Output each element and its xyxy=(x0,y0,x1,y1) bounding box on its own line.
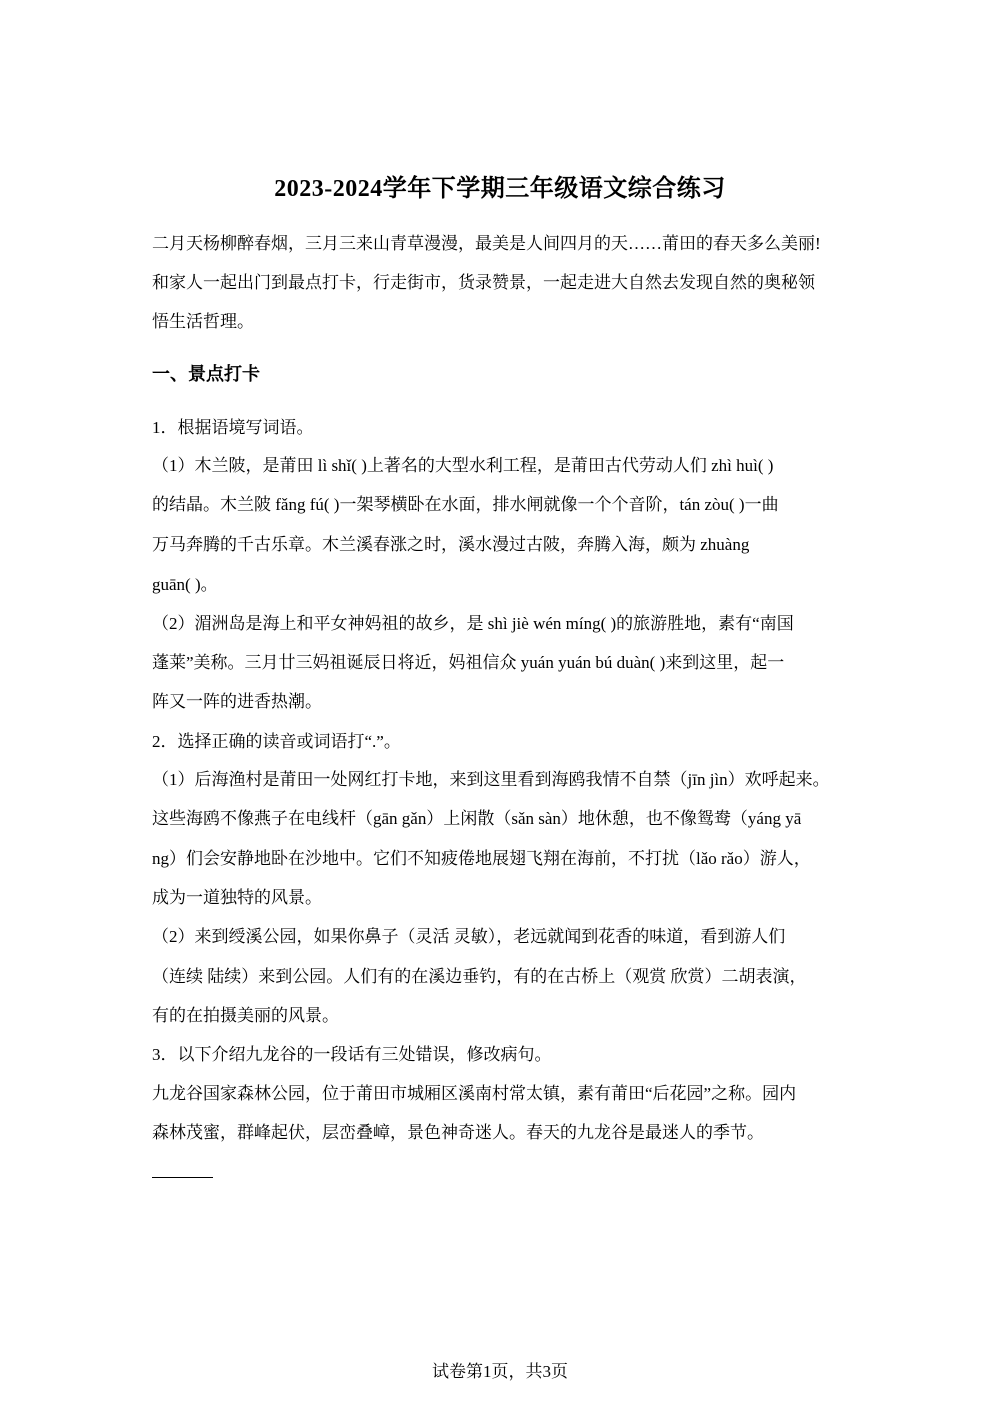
question-3-passage-line: 九龙谷国家森林公园，位于莆田市城厢区溪南村常太镇，素有莆田“后花园”之称。园内 xyxy=(152,1084,797,1103)
question-1-part-2-line: 蓬莱”美称。三月廿三妈祖诞辰日将近，妈祖信众 yuán yuán bú duàn( )来到这里，起一 xyxy=(152,653,785,672)
answer-blank-line[interactable] xyxy=(152,1177,213,1178)
intro-line-3: 悟生活哲理。 xyxy=(152,312,254,331)
question-2-part-1-line: 这些海鸥不像燕子在电线杆（gān gǎn）上闲散（sǎn sàn）地休憩，也不像鸳鸯（yáng yā xyxy=(152,809,802,828)
question-2-part-2-line: （2）来到绶溪公园，如果你鼻子（灵活 灵敏），老远就闻到花香的味道，看到游人们 xyxy=(152,927,786,946)
question-3-passage-line: 森林茂蜜，群峰起伏，层峦叠嶂，景色神奇迷人。春天的九龙谷是最迷人的季节。 xyxy=(152,1123,764,1142)
page-title: 2023-2024学年下学期三年级语文综合练习 xyxy=(274,176,726,202)
question-2-stem: 2．选择正确的读音或词语打“.”。 xyxy=(152,732,401,751)
question-2-part-2-line: （连续 陆续）来到公园。人们有的在溪边垂钓，有的在古桥上（观赏 欣赏）二胡表演， xyxy=(152,967,807,986)
question-1-part-1-line: guān( )。 xyxy=(152,575,218,594)
page-footer: 试卷第1页，共3页 xyxy=(432,1362,568,1381)
question-1-stem: 1．根据语境写词语。 xyxy=(152,418,314,437)
question-1-part-2-line: 阵又一阵的进香热潮。 xyxy=(152,692,322,711)
question-2-part-1-line: （1）后海渔村是莆田一处网红打卡地，来到这里看到海鸥我情不自禁（jīn jìn）欢呼起来。 xyxy=(152,770,830,789)
question-2-part-1-line: ng）们会安静地卧在沙地中。它们不知疲倦地展翅飞翔在海前，不打扰（lǎo rǎo）游人， xyxy=(152,849,811,868)
question-3-stem: 3．以下介绍九龙谷的一段话有三处错误，修改病句。 xyxy=(152,1045,552,1064)
question-2-part-1-line: 成为一道独特的风景。 xyxy=(152,888,322,907)
question-1-part-2-line: （2）湄洲岛是海上和平女神妈祖的故乡，是 shì jiè wén míng( )的旅游胜地，素有“南国 xyxy=(152,614,794,633)
question-1-part-1-line: （1）木兰陂，是莆田 lì shǐ( )上著名的大型水利工程，是莆田古代劳动人们 zhì huì( ) xyxy=(152,456,774,475)
question-2-part-2-line: 有的在拍摄美丽的风景。 xyxy=(152,1006,339,1025)
intro-line-2: 和家人一起出门到最点打卡，行走街市，货录赞景，一起走进大自然去发现自然的奥秘领 xyxy=(152,273,815,292)
section-heading: 一、景点打卡 xyxy=(152,364,260,384)
intro-line-1: 二月天杨柳醉春烟，三月三来山青草漫漫，最美是人间四月的天……莆田的春天多么美丽! xyxy=(152,234,821,253)
question-1-part-1-line: 的结晶。木兰陂 fǎng fú( )一架琴横卧在水面，排水闸就像一个个音阶，tán zòu( )一曲 xyxy=(152,495,779,514)
question-1-part-1-line: 万马奔腾的千古乐章。木兰溪春涨之时，溪水漫过古陂，奔腾入海，颇为 zhuàng xyxy=(152,535,750,554)
